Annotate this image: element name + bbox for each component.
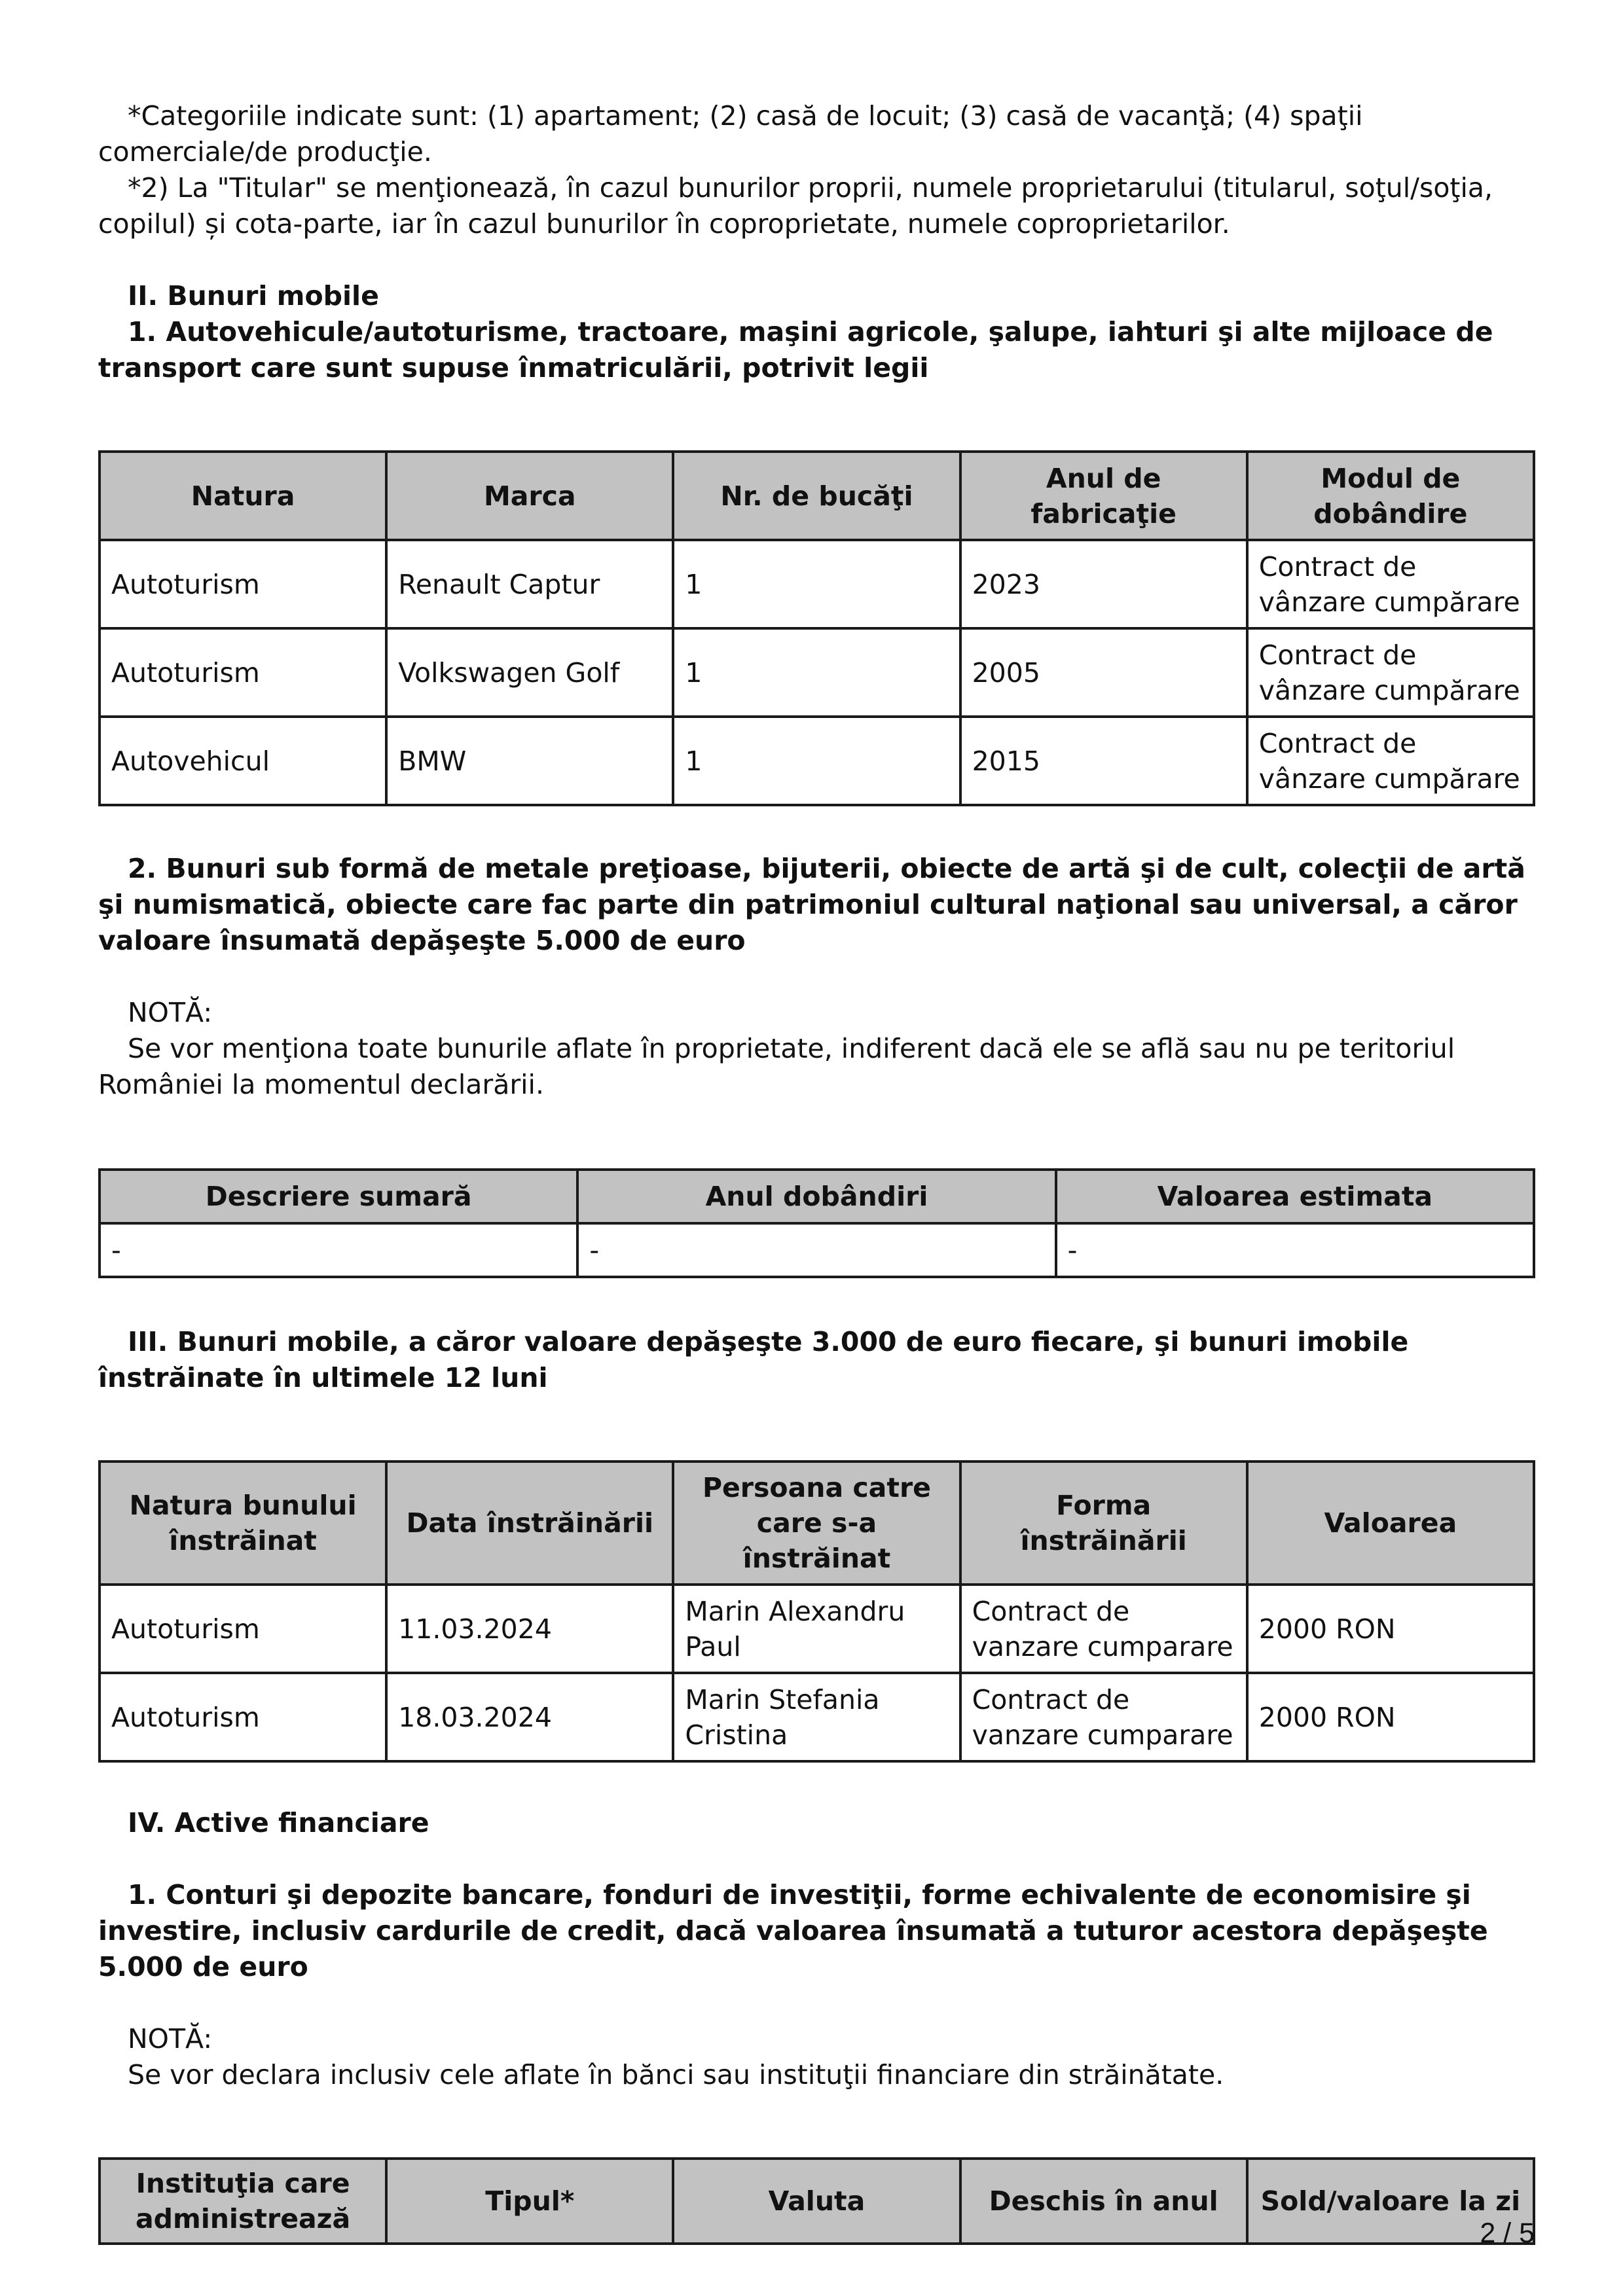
alienated-goods-table bbox=[98, 1460, 1535, 1763]
column-header: Valoarea bbox=[1247, 1462, 1534, 1585]
column-header: Sold/valoare la zi bbox=[1247, 2159, 1534, 2244]
column-header: Valuta bbox=[673, 2159, 960, 2244]
table-cell: 2015 bbox=[960, 717, 1247, 805]
section-title: III. Bunuri mobile, a căror valoare depăşeşte 3.000 de euro fiecare, şi bunuri imobile înstrăinate în ultimele 12 luni bbox=[98, 1326, 1409, 1393]
note-text: Se vor menţiona toate bunurile aflate în proprietate, indiferent dacă ele se află sau nu pe teritoriul României la momentul declarării. bbox=[98, 1033, 1455, 1100]
page-number: 2 / 5 bbox=[1480, 2217, 1535, 2249]
table-cell: - bbox=[577, 1223, 1055, 1277]
note-text: Se vor declara inclusiv cele aflate în bănci sau instituţii financiare din străinătate. bbox=[128, 2059, 1224, 2090]
valuables-table bbox=[98, 1168, 1535, 1278]
column-header: Natura bbox=[100, 452, 386, 540]
table-cell: Contract de vânzare cumpărare bbox=[1247, 717, 1534, 805]
table-cell: Contract de vanzare cumparare bbox=[960, 1585, 1247, 1673]
table-cell: 1 bbox=[673, 540, 960, 628]
table-cell: Autoturism bbox=[100, 1585, 386, 1673]
table-cell: - bbox=[1056, 1223, 1534, 1277]
table-cell: Renault Captur bbox=[386, 540, 673, 628]
table-cell: 2000 RON bbox=[1247, 1673, 1534, 1761]
column-header: Modul de dobândire bbox=[1247, 452, 1534, 540]
table-cell: 2023 bbox=[960, 540, 1247, 628]
table-cell: Autoturism bbox=[100, 628, 386, 717]
table-cell: 2000 RON bbox=[1247, 1585, 1534, 1673]
column-header: Persoana catre care s-a înstrăinat bbox=[673, 1462, 960, 1585]
table-cell: 2005 bbox=[960, 628, 1247, 717]
table-header-row bbox=[100, 1462, 1534, 1585]
section-title: II. Bunuri mobile bbox=[128, 280, 379, 312]
column-header: Marca bbox=[386, 452, 673, 540]
column-header: Descriere sumară bbox=[100, 1170, 577, 1223]
column-header: Instituţia care administrează bbox=[100, 2159, 386, 2244]
section-title: IV. Active financiare bbox=[128, 1807, 429, 1839]
subsection-title: 1. Conturi şi depozite bancare, fonduri de investiţii, forme echivalente de economisire şi investire, inclusiv cardurile de credit, dacă valoarea însumată a tuturor acestora depăşeşte 5.000 de euro bbox=[98, 1879, 1488, 1982]
table-row bbox=[100, 1673, 1534, 1761]
table-header-row bbox=[100, 2159, 1534, 2244]
column-header: Anul de fabricaţie bbox=[960, 452, 1247, 540]
note-label: NOTĂ: bbox=[128, 2023, 213, 2054]
table-cell: BMW bbox=[386, 717, 673, 805]
subsection-title: 2. Bunuri sub formă de metale preţioase, bijuterii, obiecte de artă şi de cult, colecţii de artă şi numismatică, obiecte care fac parte din patrimoniul cultural naţional sau universal, a căror valoare însumată depăşeşte 5.000 de euro bbox=[98, 853, 1525, 956]
document-page bbox=[98, 98, 1535, 2245]
vehicles-table bbox=[98, 450, 1535, 806]
column-header: Natura bunului înstrăinat bbox=[100, 1462, 386, 1585]
table-cell: 1 bbox=[673, 628, 960, 717]
table-cell: - bbox=[100, 1223, 577, 1277]
table-cell: 11.03.2024 bbox=[386, 1585, 673, 1673]
table-cell: Volkswagen Golf bbox=[386, 628, 673, 717]
table-row bbox=[100, 628, 1534, 717]
table-cell: Contract de vanzare cumparare bbox=[960, 1673, 1247, 1761]
table-header-row bbox=[100, 1170, 1534, 1223]
table-cell: Autoturism bbox=[100, 540, 386, 628]
footnote-titular: *2) La "Titular" se menţionează, în cazul bunurilor proprii, numele proprietarului (titularul, soţul/soţia, copilul) și cota-parte, iar în cazul bunurilor în coproprietate, numele coproprietarilor. bbox=[98, 172, 1493, 240]
table-row bbox=[100, 717, 1534, 805]
table-header-row bbox=[100, 452, 1534, 540]
table-row bbox=[100, 540, 1534, 628]
table-cell: 1 bbox=[673, 717, 960, 805]
subsection-title: 1. Autovehicule/autoturisme, tractoare, maşini agricole, şalupe, iahturi şi alte mijloace de transport care sunt supuse înmatriculării, potrivit legii bbox=[98, 316, 1493, 384]
column-header: Valoarea estimata bbox=[1056, 1170, 1534, 1223]
column-header: Nr. de bucăţi bbox=[673, 452, 960, 540]
bank-accounts-table bbox=[98, 2157, 1535, 2245]
footnote-categories: *Categoriile indicate sunt: (1) apartament; (2) casă de locuit; (3) casă de vacanţă; (4) spaţii comerciale/de producţie. bbox=[98, 100, 1363, 168]
column-header: Data înstrăinării bbox=[386, 1462, 673, 1585]
table-row bbox=[100, 1585, 1534, 1673]
column-header: Deschis în anul bbox=[960, 2159, 1247, 2244]
column-header: Anul dobândiri bbox=[577, 1170, 1055, 1223]
column-header: Forma înstrăinării bbox=[960, 1462, 1247, 1585]
table-cell: Contract de vânzare cumpărare bbox=[1247, 540, 1534, 628]
table-cell: Marin Alexandru Paul bbox=[673, 1585, 960, 1673]
table-cell: Contract de vânzare cumpărare bbox=[1247, 628, 1534, 717]
table-cell: 18.03.2024 bbox=[386, 1673, 673, 1761]
table-cell: Autovehicul bbox=[100, 717, 386, 805]
table-row bbox=[100, 1223, 1534, 1277]
column-header: Tipul* bbox=[386, 2159, 673, 2244]
table-cell: Autoturism bbox=[100, 1673, 386, 1761]
note-label: NOTĂ: bbox=[128, 997, 213, 1028]
table-cell: Marin Stefania Cristina bbox=[673, 1673, 960, 1761]
